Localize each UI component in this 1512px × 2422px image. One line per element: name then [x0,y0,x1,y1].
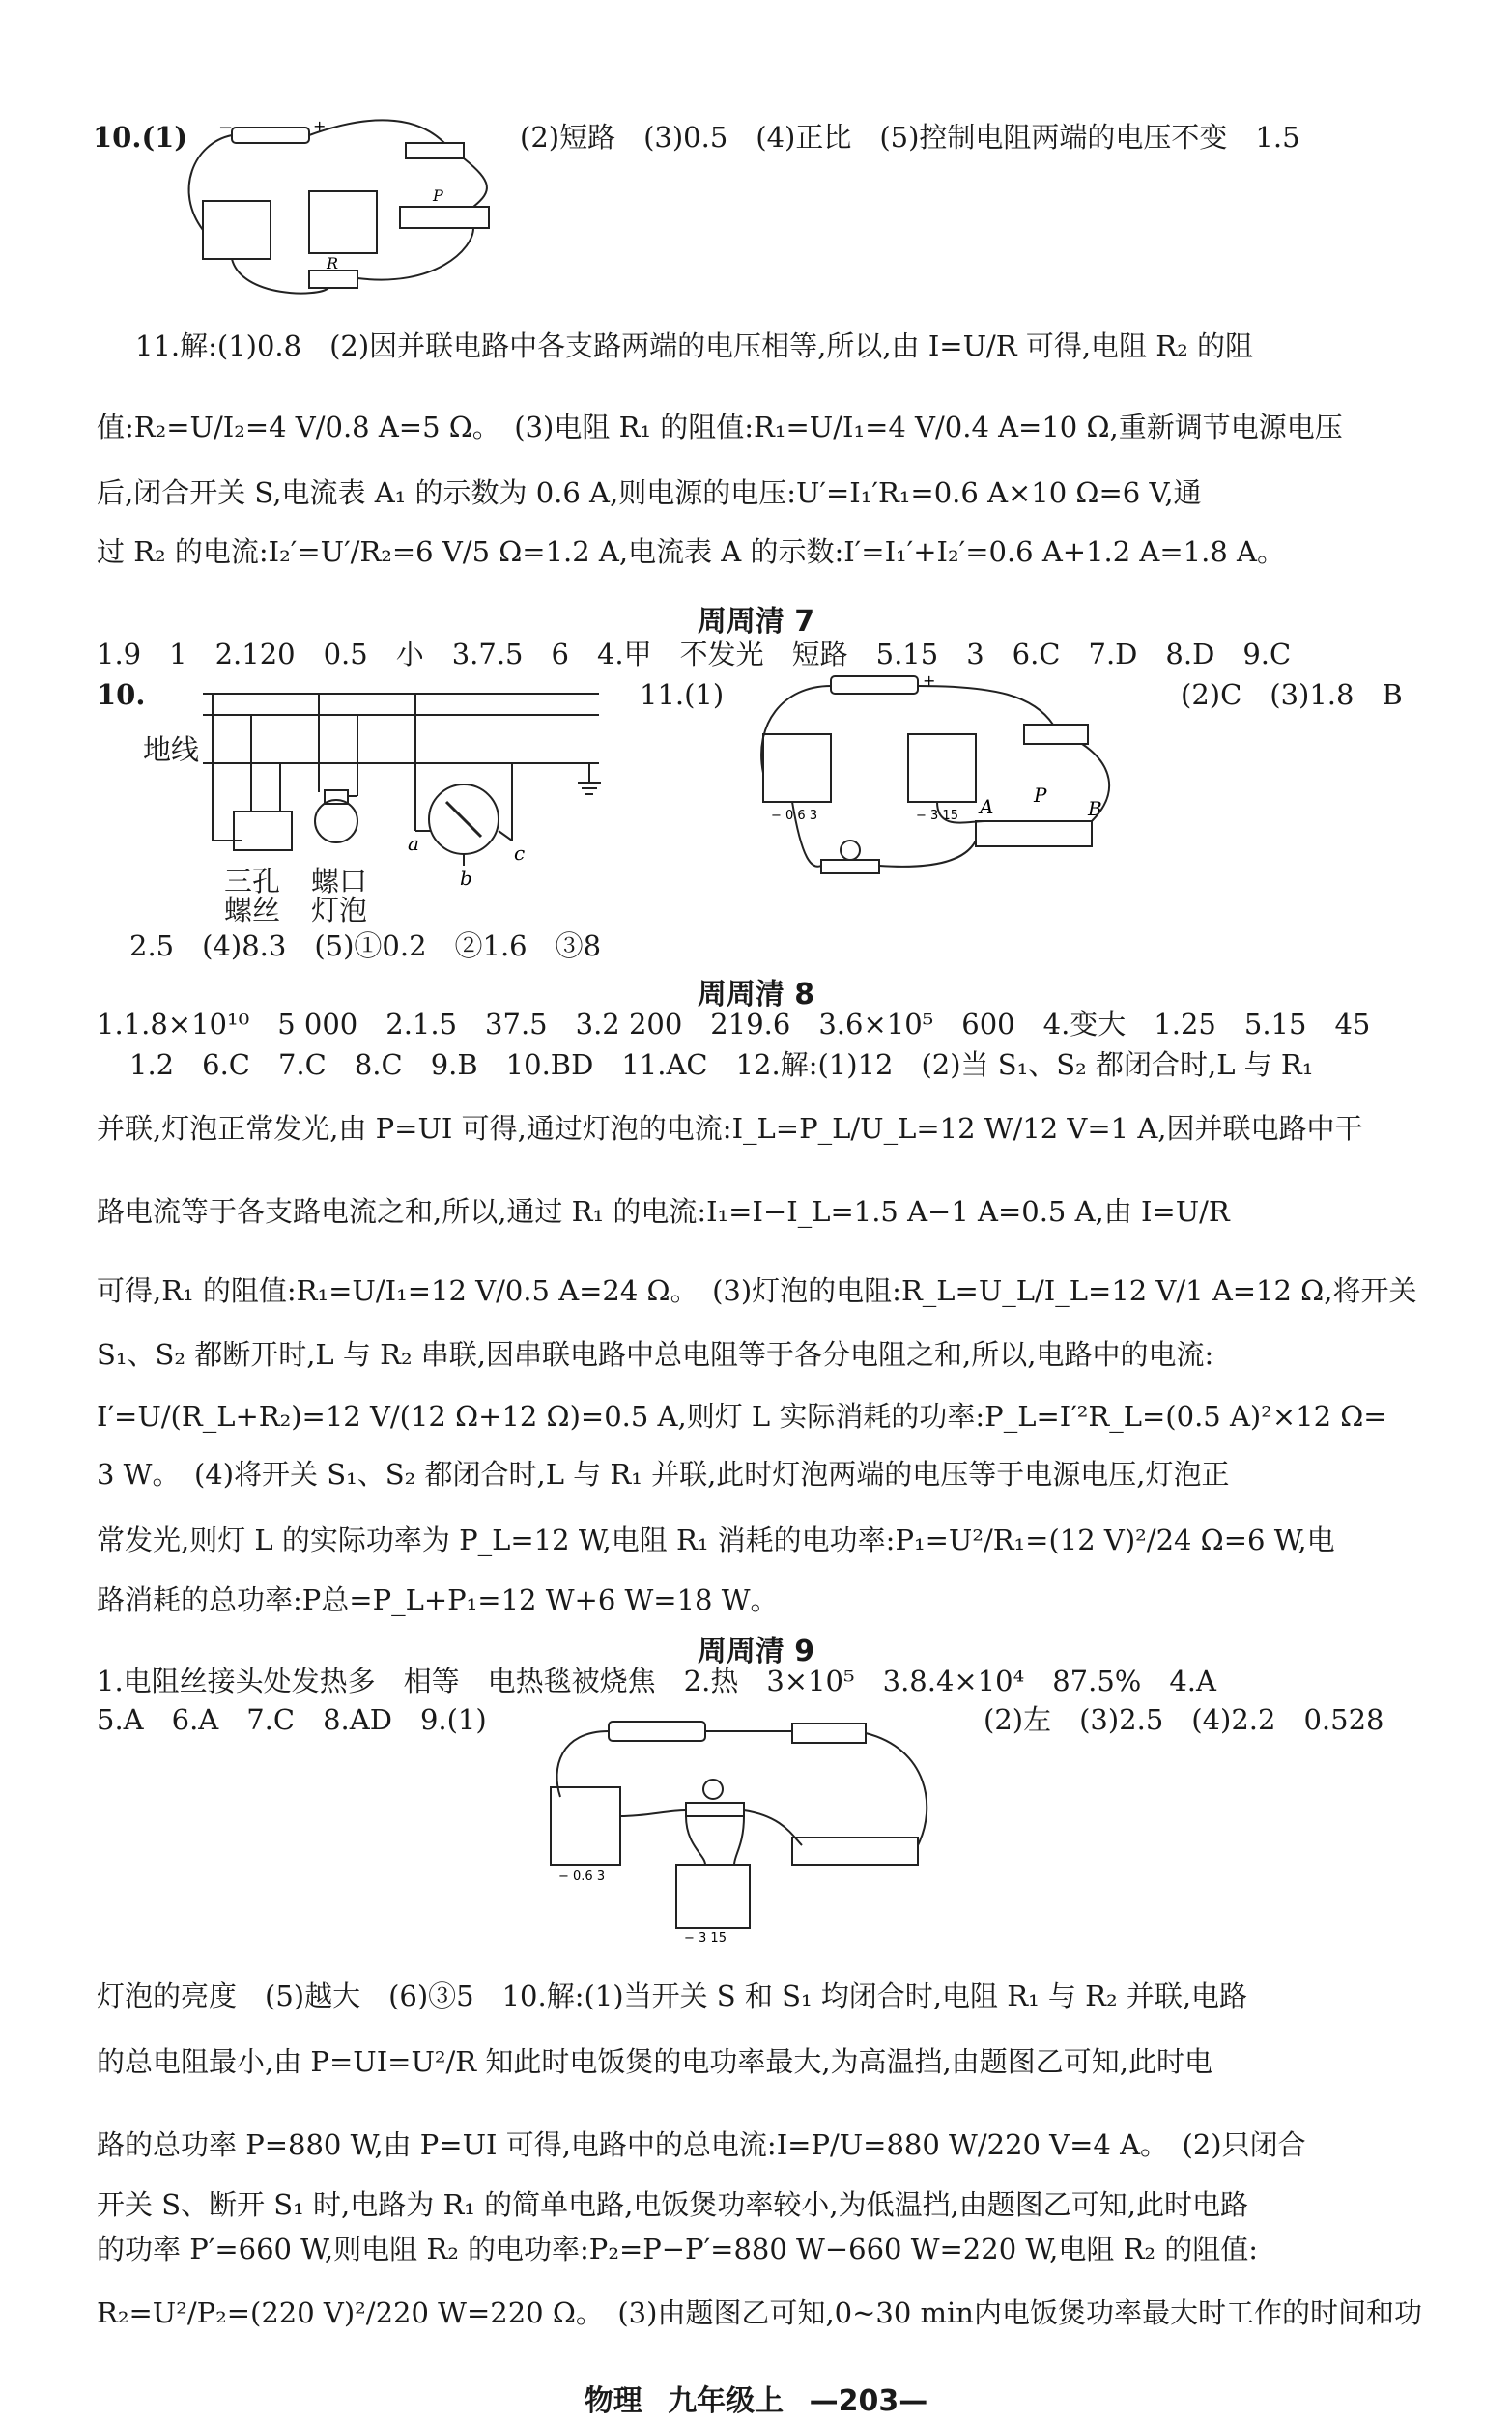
w8-line-8: 3 W。 (4)将开关 S₁、S₂ 都闭合时,L 与 R₁ 并联,此时灯泡两端的电压等于电源电压,灯泡正 [97,1458,1230,1491]
w9-line-6: 开关 S、断开 S₁ 时,电路为 R₁ 的简单电路,电饭煲功率较小,为低温挡,由题图乙可知,此时电路 [97,2188,1249,2221]
w9-line-7: 的功率 P′=660 W,则电阻 R₂ 的电功率:P₂=P−P′=880 W−660 W=220 W,电阻 R₂ 的阻值: [97,2233,1258,2265]
heading-week-7: 周周清 7 [697,605,815,639]
w7-q11-label: 11.(1) [640,678,725,711]
svg-text:− 3 15: − 3 15 [684,1931,727,1946]
heading-week-8: 周周清 8 [697,978,815,1012]
w9-line-1: 1.电阻丝接头处发热多 相等 电热毯被烧焦 2.热 3×10⁵ 3.8.4×10⁴ 87.5% 4.A [97,1665,1216,1697]
svg-text:+: + [923,671,936,690]
svg-text:− 0.6 3: − 0.6 3 [558,1869,606,1884]
w8-line-6: S₁、S₂ 都断开时,L 与 R₂ 串联,因串联电路中总电阻等于各分电阻之和,所以,电路中的电流: [97,1338,1214,1371]
svg-text:c: c [514,841,526,865]
w7-line-1: 1.9 1 2.120 0.5 小 3.7.5 6 4.甲 不发光 短路 5.15 3 6.C 7.D 8.D 9.C [97,638,1292,670]
svg-text:−: − [218,118,234,138]
w8-line-9: 常发光,则灯 L 的实际功率为 P_L=12 W,电阻 R₁ 消耗的电功率:P₁=U²/R₁=(12 V)²/24 Ω=6 W,电 [97,1524,1335,1556]
w9-line-5: 路的总功率 P=880 W,由 P=UI 可得,电路中的总电流:I=P/U=880 W/220 V=4 A。 (2)只闭合 [97,2128,1306,2161]
svg-text:P: P [1034,784,1047,807]
w9-line-2: 5.A 6.A 7.C 8.AD 9.(1) [97,1703,487,1736]
svg-text:− 3 15: − 3 15 [916,809,958,823]
q10-label: 10.(1) [93,121,188,154]
w9-line-4: 的总电阻最小,由 P=UI=U²/R 知此时电饭煲的电功率最大,为高温挡,由题图乙可知,此时电 [97,2045,1212,2078]
w7-bulb-label-2: 灯泡 [311,894,368,926]
w7-socket-label-2: 螺丝 [224,894,281,926]
svg-text:b: b [460,867,472,890]
q11-line-4: 过 R₂ 的电流:I₂′=U′/R₂=6 V/5 Ω=1.2 A,电流表 A 的示数:I′=I₁′+I₂′=0.6 A+1.2 A=1.8 A。 [97,535,1285,568]
w7-line-tail: 2.5 (4)8.3 (5)①0.2 ②1.6 ③8 [129,929,602,962]
w7-q11-answers: (2)C (3)1.8 B [1181,678,1403,711]
w7-ground-wire-label: 地线 [143,733,200,766]
q10-answers: (2)短路 (3)0.5 (4)正比 (5)控制电阻两端的电压不变 1.5 [520,121,1300,154]
w8-line-2: 1.2 6.C 7.C 8.C 9.B 10.BD 11.AC 12.解:(1)12 (2)当 S₁、S₂ 都闭合时,L 与 R₁ [129,1048,1314,1081]
w8-line-5: 可得,R₁ 的阻值:R₁=U/I₁=12 V/0.5 A=24 Ω。 (3)灯泡的电阻:R_L=U_L/I_L=12 V/1 A=12 Ω,将开关 [97,1274,1417,1307]
svg-text:+: + [313,117,327,135]
svg-text:P: P [433,186,443,205]
footer-page-number: —203— [809,2384,928,2418]
w9-line-3: 灯泡的亮度 (5)越大 (6)③5 10.解:(1)当开关 S 和 S₁ 均闭合时,电阻 R₁ 与 R₂ 并联,电路 [97,1980,1248,2012]
w8-line-7: I′=U/(R_L+R₂)=12 V/(12 Ω+12 Ω)=0.5 A,则灯 L 实际消耗的功率:P_L=I′²R_L=(0.5 A)²×12 Ω= [97,1400,1387,1433]
svg-text:A: A [980,795,994,818]
footer-subject: 物理 [584,2384,642,2418]
page-footer [0,2377,1512,2419]
q11-line-3: 后,闭合开关 S,电流表 A₁ 的示数为 0.6 A,则电源的电压:U′=I₁′R₁=0.6 A×10 Ω=6 V,通 [97,476,1202,509]
w8-line-3: 并联,灯泡正常发光,由 P=UI 可得,通过灯泡的电流:I_L=P_L/U_L=12 W/12 V=1 A,因并联电路中干 [97,1112,1363,1145]
w8-line-10: 路消耗的总功率:P总=P_L+P₁=12 W+6 W=18 W。 [97,1583,779,1616]
svg-text:a: a [408,832,419,855]
q11-line-2: 值:R₂=U/I₂=4 V/0.8 A=5 Ω。 (3)电阻 R₁ 的阻值:R₁=U/I₁=4 V/0.4 A=10 Ω,重新调节电源电压 [97,411,1343,443]
w8-line-1: 1.1.8×10¹⁰ 5 000 2.1.5 37.5 3.2 200 219.6 3.6×10⁵ 600 4.变大 1.25 5.15 45 [97,1008,1371,1040]
svg-text:− 0.6 3: − 0.6 3 [771,809,818,823]
svg-text:B: B [1088,797,1102,820]
q11-line-1: 11.解:(1)0.8 (2)因并联电路中各支路两端的电压相等,所以,由 I=U/R 可得,电阻 R₂ 的阻 [135,329,1253,362]
w7-bulb-label-1: 螺口 [311,865,368,898]
heading-week-9: 周周清 9 [697,1635,815,1668]
q10-circuit-diagram [184,114,502,298]
w8-line-4: 路电流等于各支路电流之和,所以,通过 R₁ 的电流:I₁=I−I_L=1.5 A−1 A=0.5 A,由 I=U/R [97,1195,1230,1228]
w7-socket-label-1: 三孔 [224,865,281,898]
w7-q11-circuit-diagram [744,667,1140,898]
footer-grade: 九年级上 [668,2384,785,2418]
svg-text:R: R [327,254,339,272]
w9-q9-answers: (2)左 (3)2.5 (4)2.2 0.528 [984,1703,1384,1736]
w7-q10-label: 10. [97,678,146,711]
w9-line-8: R₂=U²/P₂=(220 V)²/220 W=220 Ω。 (3)由题图乙可知,0~30 min内电饭煲功率最大时工作的时间和功 [97,2296,1422,2329]
w9-q9-circuit-diagram [541,1710,956,1946]
